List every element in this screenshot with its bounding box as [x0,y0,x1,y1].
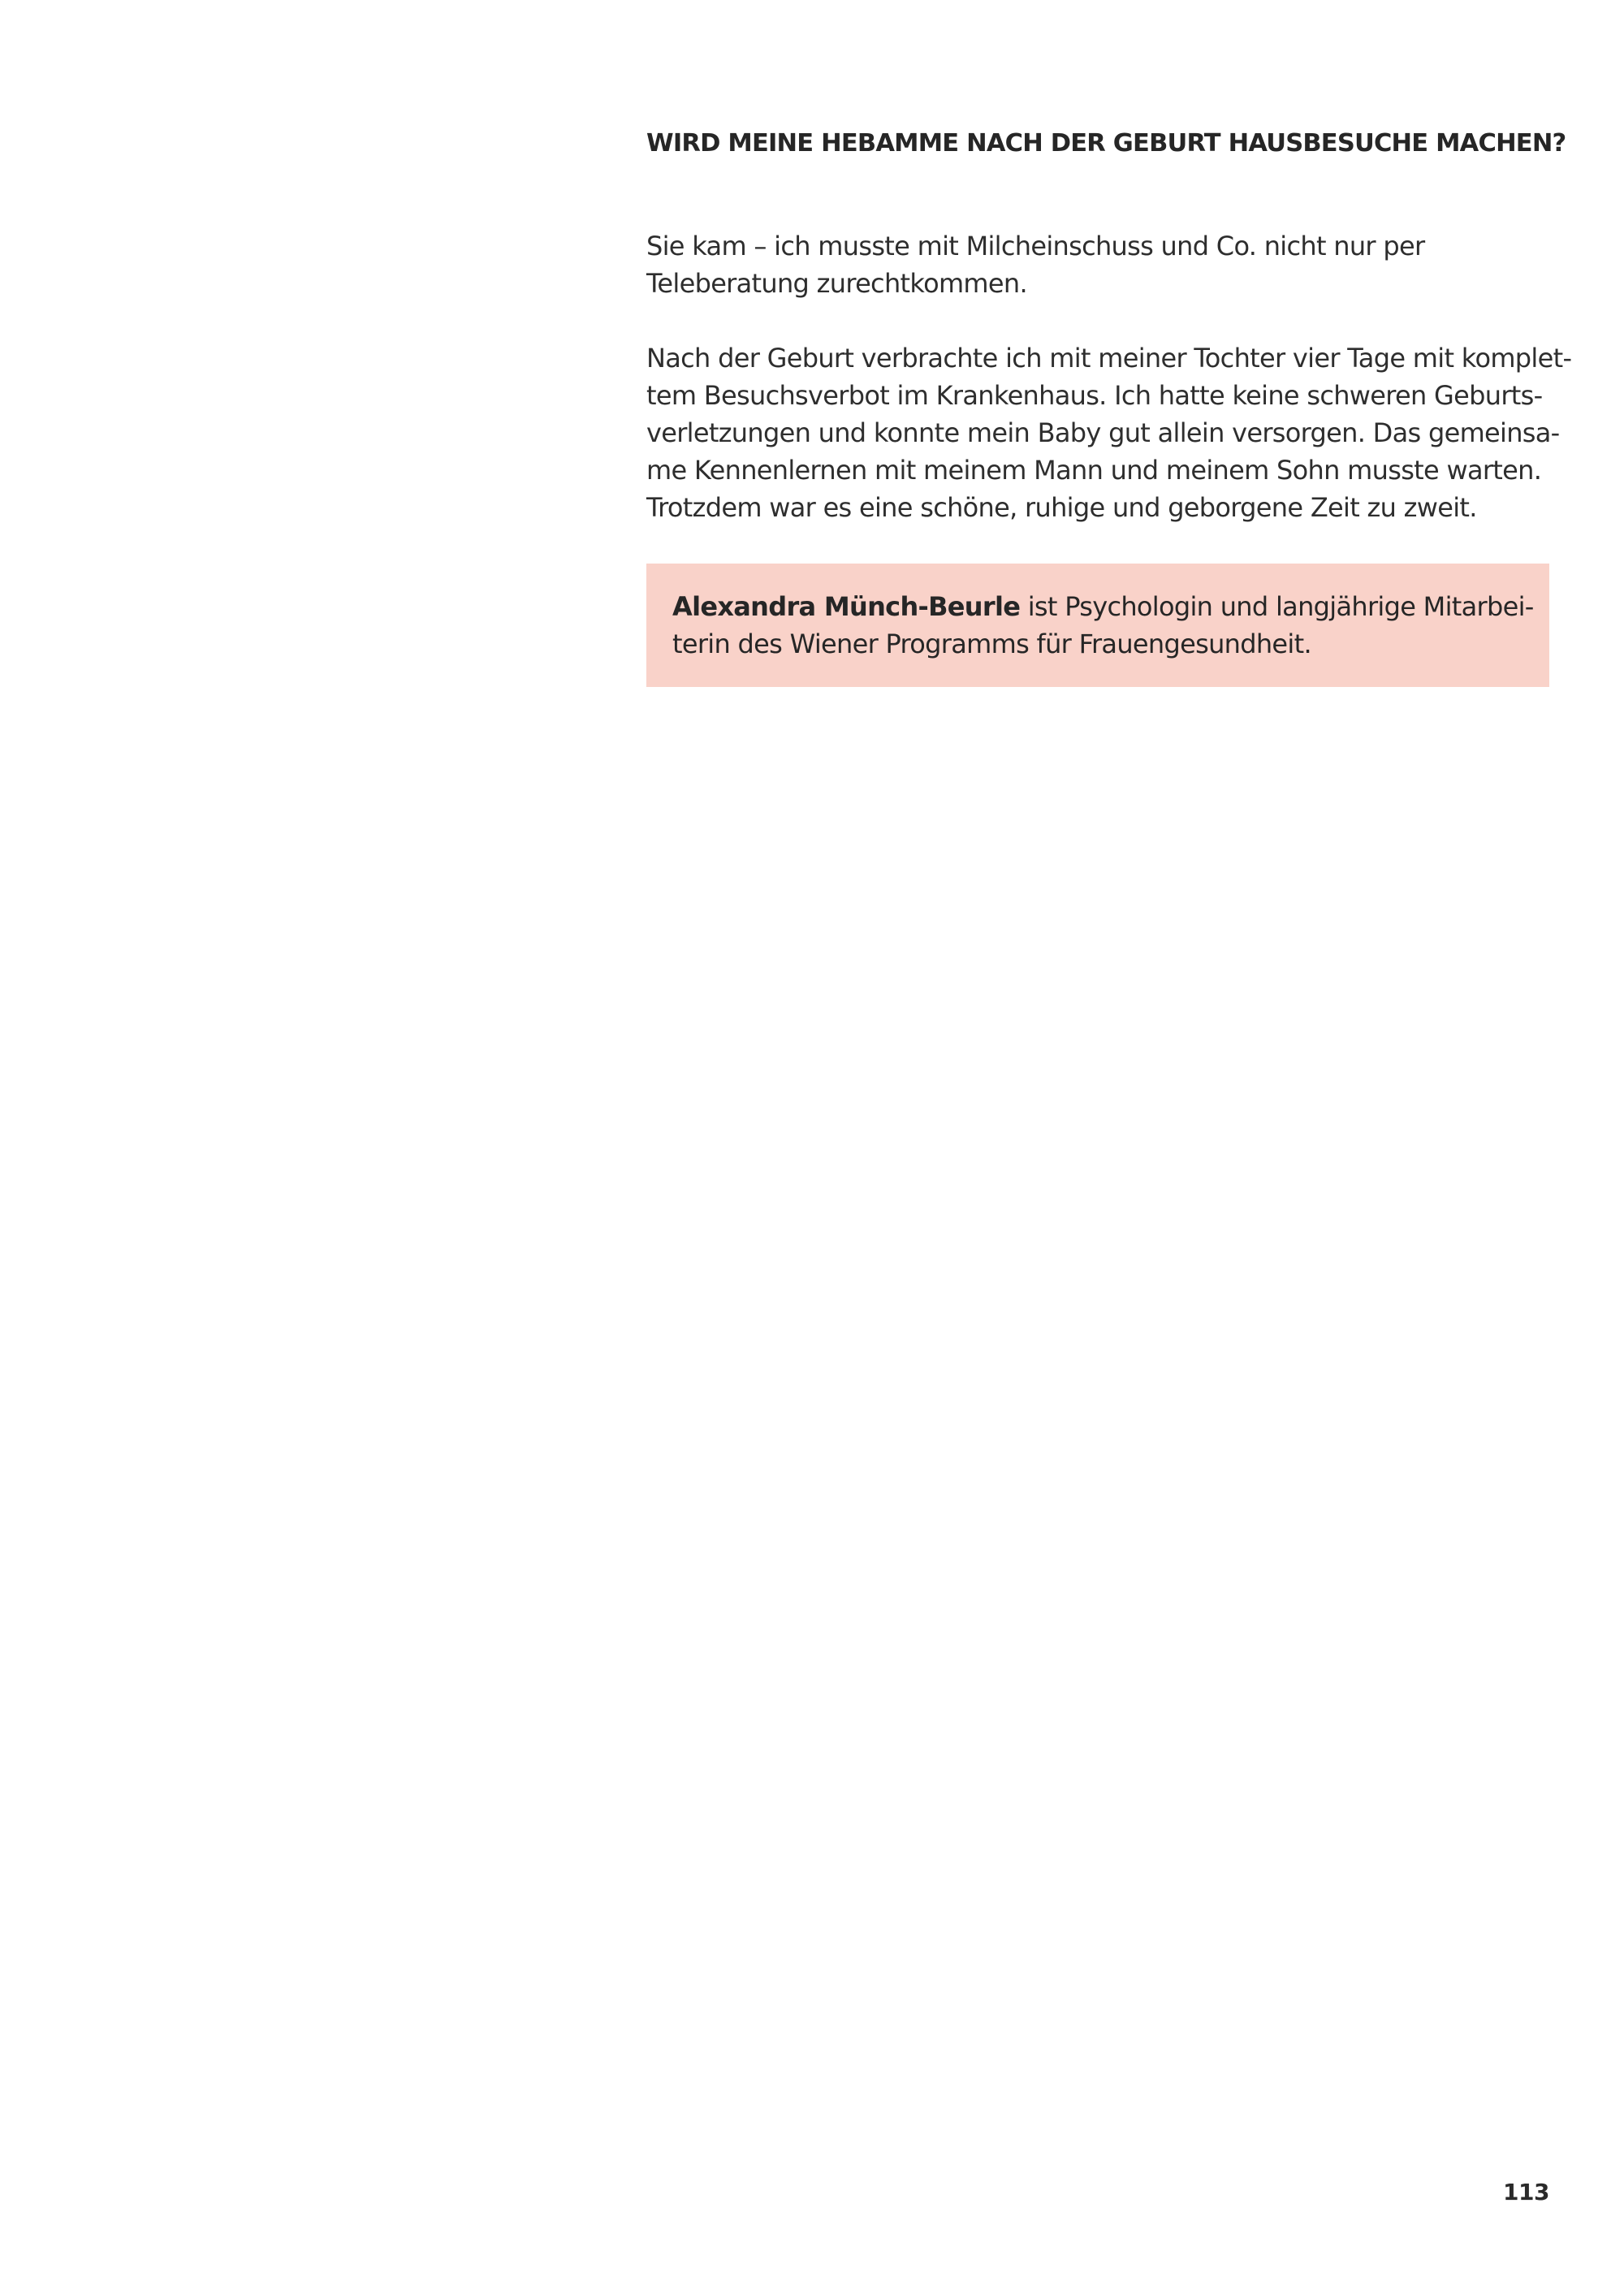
author-info-box [646,564,1549,687]
paragraph-1-line: Teleberatung zurechtkommen. [646,268,1027,299]
author-name: Alexandra Münch-Beurle [672,591,1021,622]
author-info-text [672,588,1534,663]
paragraph-2 [646,339,1572,526]
section-heading: WIRD MEINE HEBAMME NACH DER GEBURT HAUSBESUCHE MACHEN? [646,129,1566,158]
paragraph-2-line: tem Besuchsverbot im Krankenhaus. Ich hatte keine schweren Geburts- [646,380,1543,411]
paragraph-2-line: me Kennenlernen mit meinem Mann und meinem Sohn musste warten. [646,455,1542,486]
paragraph-1 [646,227,1549,302]
page-number: 113 [1503,2179,1549,2205]
paragraph-2-line: Nach der Geburt verbrachte ich mit meiner Tochter vier Tage mit komplet- [646,343,1572,374]
author-info-line: terin des Wiener Programms für Frauengesundheit. [672,629,1311,659]
paragraph-1-line: Sie kam – ich musste mit Milcheinschuss und Co. nicht nur per [646,231,1425,261]
paragraph-2-line: Trotzdem war es eine schöne, ruhige und geborgene Zeit zu zweit. [646,492,1477,523]
text-column [646,122,1572,687]
author-info-line1-rest: ist Psychologin und langjährige Mitarbei- [1020,591,1534,622]
paragraph-2-line: verletzungen und konnte mein Baby gut allein versorgen. Das gemeinsa- [646,417,1560,448]
author-info-line [672,588,1534,625]
